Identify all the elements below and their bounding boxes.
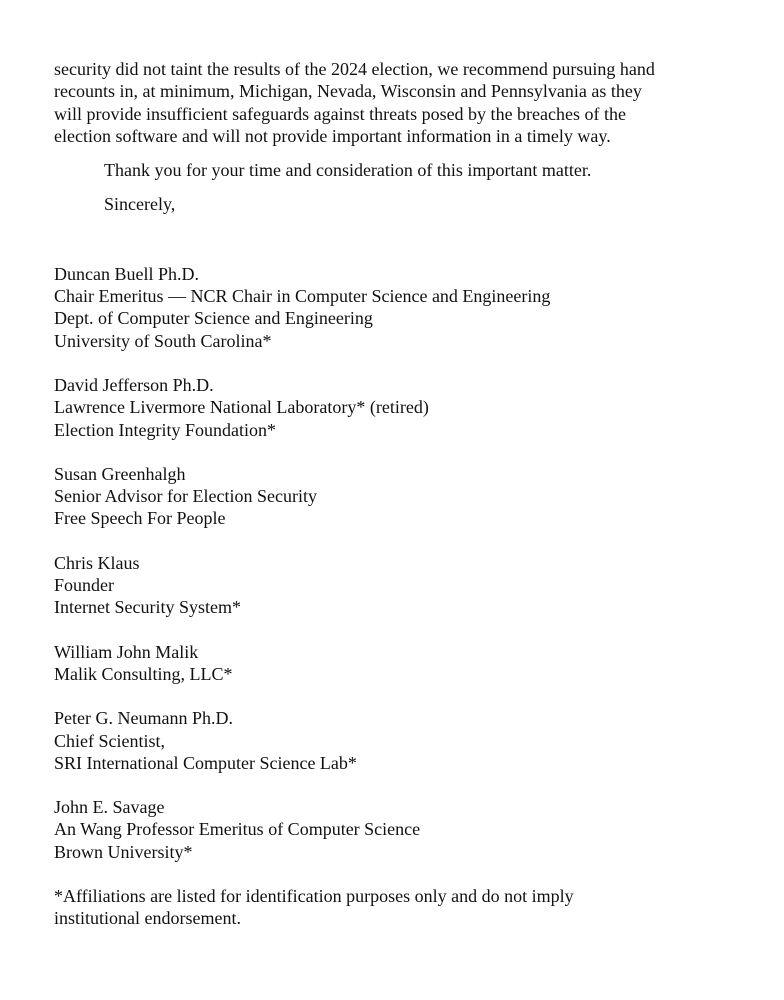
closing-text: Sincerely, [104,194,176,215]
signatory-block [54,707,744,774]
signatory-affiliation: Founder [54,575,114,596]
signatory-affiliation: Free Speech For People [54,508,226,529]
body-paragraph [54,58,744,147]
affiliation-footnote [54,885,744,930]
signatory-affiliation: Lawrence Livermore National Laboratory* (retired) [54,397,429,418]
signatories-list [54,263,744,863]
thanks-text: Thank you for your time and consideration of this important matter. [104,160,592,181]
signatory-name: Chris Klaus [54,552,140,573]
body-line: election software and will not provide important information in a timely way. [54,125,611,146]
thanks-paragraph [54,159,744,181]
letter-page [54,58,744,930]
signatory-affiliation: An Wang Professor Emeritus of Computer Science [54,819,421,840]
closing [54,193,744,215]
footnote-line: *Affiliations are listed for identification purposes only and do not imply [54,886,574,907]
signatory-affiliation: Brown University* [54,841,193,862]
signatory-affiliation: Chair Emeritus — NCR Chair in Computer Science and Engineering [54,286,551,307]
signatory-block [54,796,744,863]
footnote-line: institutional endorsement. [54,908,241,929]
signatory-name: Susan Greenhalgh [54,463,186,484]
signatory-name: William John Malik [54,641,199,662]
signatory-affiliation: SRI International Computer Science Lab* [54,752,357,773]
signatory-affiliation: Internet Security System* [54,597,241,618]
signatory-affiliation: Dept. of Computer Science and Engineering [54,308,373,329]
body-line: recounts in, at minimum, Michigan, Nevada, Wisconsin and Pennsylvania as they [54,81,642,102]
signatory-name: Duncan Buell Ph.D. [54,263,199,284]
signatory-name: Peter G. Neumann Ph.D. [54,708,233,729]
signatory-affiliation: University of South Carolina* [54,330,272,351]
signatory-block [54,374,744,441]
signatory-block [54,263,744,352]
body-line: will provide insufficient safeguards against threats posed by the breaches of the [54,103,626,124]
signatory-affiliation: Election Integrity Foundation* [54,419,276,440]
signatory-block [54,641,744,686]
signatory-block [54,463,744,530]
signatory-affiliation: Senior Advisor for Election Security [54,486,317,507]
signatory-block [54,552,744,619]
signatory-affiliation: Malik Consulting, LLC* [54,663,233,684]
signatory-affiliation: Chief Scientist, [54,730,165,751]
signatory-name: David Jefferson Ph.D. [54,374,214,395]
body-line: security did not taint the results of the 2024 election, we recommend pursuing hand [54,59,655,79]
signatory-name: John E. Savage [54,797,165,818]
